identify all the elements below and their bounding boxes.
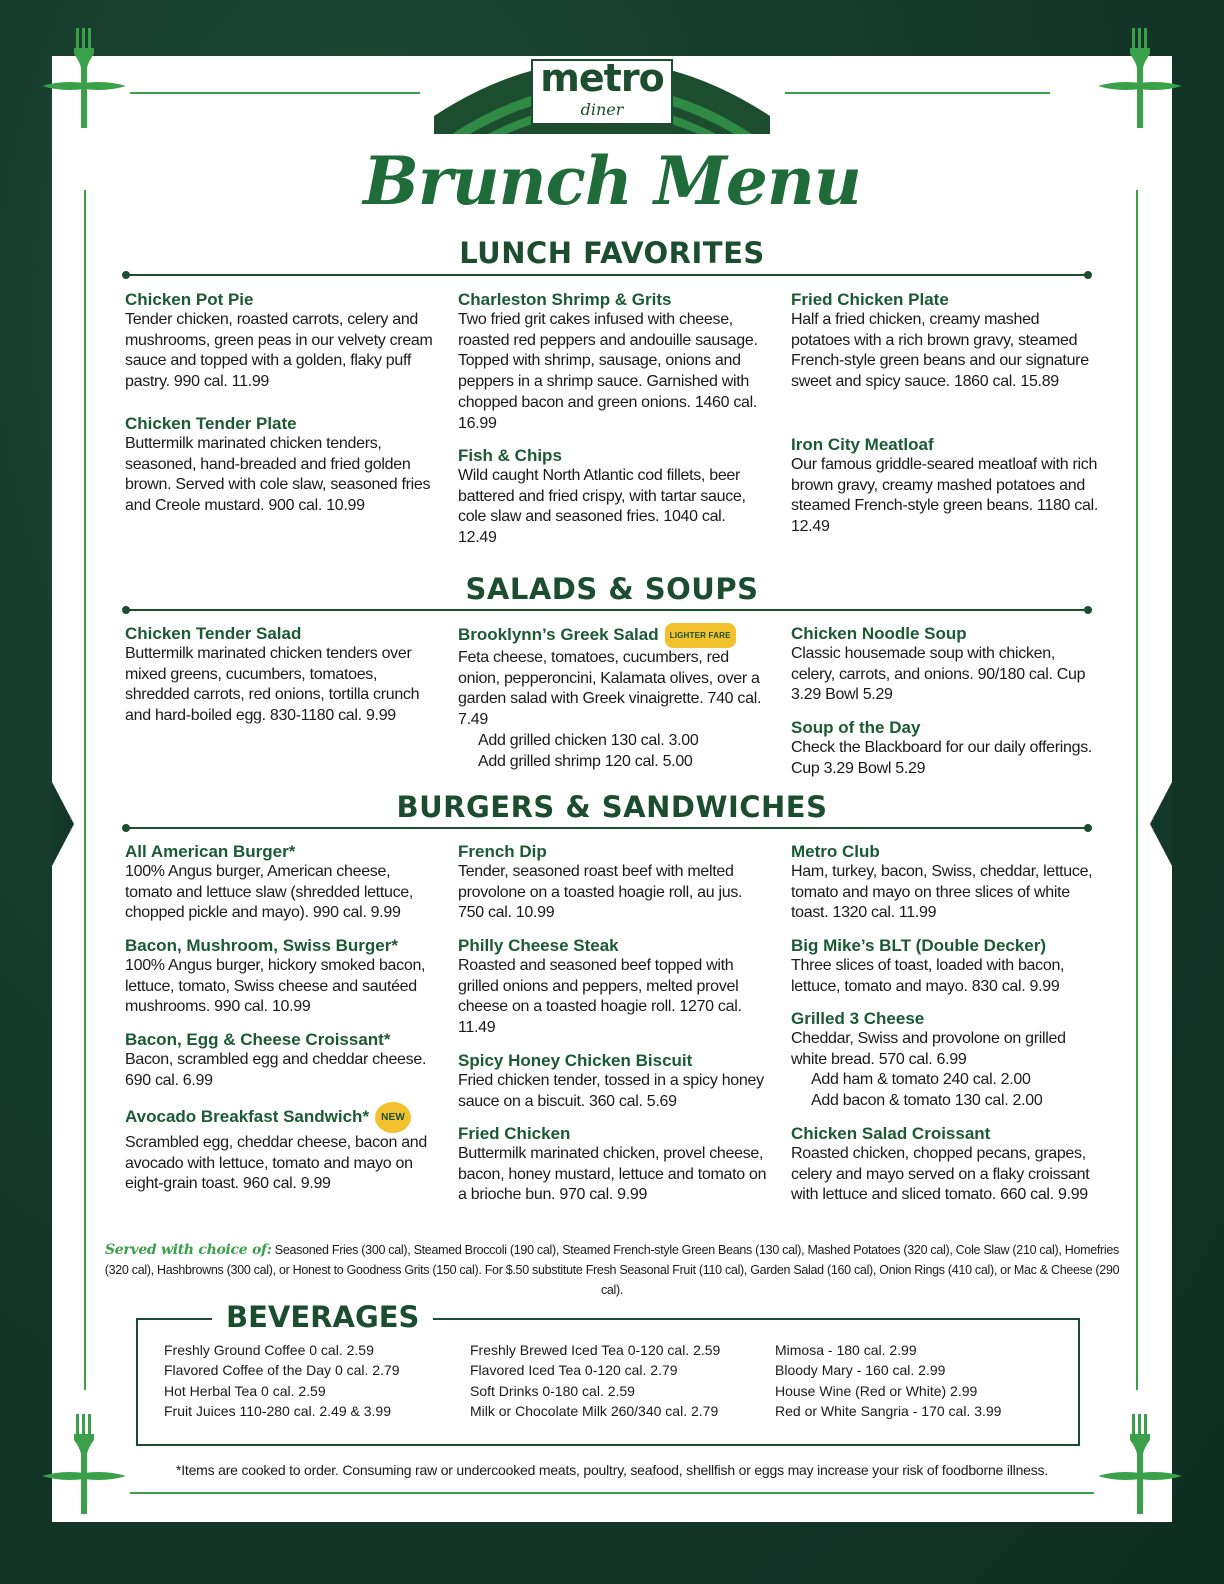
- menu-item: [458, 1123, 768, 1206]
- item-name: Chicken Noodle Soup: [791, 624, 967, 643]
- item-description: Fried chicken tender, tossed in a spicy honey sauce on a biscuit. 360 cal. 5.69: [458, 1072, 764, 1110]
- item-description: Check the Blackboard for our daily offerings. Cup 3.29 Bowl 5.29: [791, 739, 1093, 777]
- beverage-item: Milk or Chocolate Milk 260/340 cal. 2.79: [470, 1402, 719, 1419]
- menu-item: [791, 717, 1101, 779]
- metro-diner-logo: [432, 46, 772, 140]
- menu-item: [791, 841, 1101, 924]
- frame-top-line: [130, 92, 420, 94]
- item-description: Two fried grit cakes infused with cheese, roasted red peppers and andouille sausage. Topped with shrimp, sausage, onions and peppers in a shrimp sauce. Garnished with chopped bacon and green onions. 1460 cal. 16.99: [458, 311, 758, 432]
- item-addon: Add bacon & tomato 130 cal. 2.00: [811, 1092, 1043, 1110]
- item-description: Wild caught North Atlantic cod fillets, beer battered and fried crispy, with tartar sauce, cole slaw and seasoned fries. 1040 cal. 12.49: [458, 467, 746, 547]
- section-rule: [126, 609, 1088, 611]
- menu-item: [458, 289, 768, 434]
- item-name: Bacon, Egg & Cheese Croissant*: [125, 1030, 391, 1049]
- item-addon: Add grilled chicken 130 cal. 3.00: [478, 731, 699, 749]
- fork-knife-icon: [1096, 28, 1186, 138]
- item-name: Metro Club: [791, 842, 880, 861]
- item-name: Fish & Chips: [458, 446, 562, 465]
- item-description: Scrambled egg, cheddar cheese, bacon and avocado with lettuce, tomato and mayo on eight-grain toast. 960 cal. 9.99: [125, 1134, 427, 1193]
- item-name: Soup of the Day: [791, 718, 921, 737]
- item-description: Our famous griddle-seared meatloaf with rich brown gravy, creamy mashed potatoes and steamed French-style green beans. 1180 cal. 12.49: [791, 456, 1098, 536]
- logo-text-metro: metro: [540, 56, 664, 100]
- item-description: Tender chicken, roasted carrots, celery and mushrooms, green peas in our velvety cream sauce and topped with a golden, flaky puff pastry. 990 cal. 11.99: [125, 311, 433, 391]
- item-name: Iron City Meatloaf: [791, 435, 934, 454]
- frame-top-line-right: [785, 92, 1050, 94]
- item-description: Roasted and seasoned beef topped with grilled onions and peppers, melted provel cheese on a toasted hoagie roll. 1270 cal. 11.49: [458, 957, 742, 1037]
- item-description: Buttermilk marinated chicken tenders, seasoned, hand-breaded and fried golden brown. Served with cole slaw, seasoned fries and Creole mustard. 900 cal. 10.99: [125, 435, 431, 515]
- item-name-text: Brooklynn’s Greek Salad: [458, 624, 659, 644]
- beverage-item: Bloody Mary - 160 cal. 2.99: [775, 1362, 946, 1379]
- item-name: Chicken Salad Croissant: [791, 1124, 991, 1143]
- item-name: All American Burger*: [125, 842, 296, 861]
- item-description: Roasted chicken, chopped pecans, grapes, celery and mayo served on a flaky croissant with lettuce and sliced tomato. 660 cal. 9.99: [791, 1145, 1090, 1204]
- menu-item: [125, 1102, 435, 1195]
- menu-item: [125, 413, 435, 517]
- new-badge: NEW: [375, 1102, 411, 1133]
- section-rule: [126, 827, 1088, 829]
- item-name-text: Avocado Breakfast Sandwich*: [125, 1106, 370, 1126]
- item-description: Feta cheese, tomatoes, cucumbers, red onion, pepperoncini, Kalamata olives, over a garden salad with Greek vinaigrette. 740 cal. 7.49: [458, 649, 762, 729]
- item-name: French Dip: [458, 842, 547, 861]
- item-description: 100% Angus burger, hickory smoked bacon, lettuce, tomato, Swiss cheese and sautéed mushrooms. 990 cal. 10.99: [125, 957, 426, 1016]
- beverage-item: Flavored Coffee of the Day 0 cal. 2.79: [164, 1362, 400, 1379]
- menu-item: [791, 434, 1101, 538]
- menu-item: [125, 841, 435, 924]
- item-name: Fried Chicken: [458, 1124, 571, 1143]
- item-name: Chicken Pot Pie: [125, 290, 254, 309]
- beverage-item: Mimosa - 180 cal. 2.99: [775, 1342, 917, 1358]
- beverage-column: [775, 1340, 1075, 1421]
- item-name: [458, 623, 768, 648]
- item-description: Half a fried chicken, creamy mashed potatoes with a rich brown gravy, steamed French-style green beans and our signature sweet and spicy sauce. 1860 cal. 15.89: [791, 311, 1089, 391]
- item-description: Buttermilk marinated chicken tenders over mixed greens, cucumbers, tomatoes, shredded carrots, red onions, tortilla crunch and hard-boiled egg. 830-1180 cal. 9.99: [125, 645, 420, 725]
- menu-item: [458, 935, 768, 1039]
- menu-item: [125, 935, 435, 1018]
- menu-item: [791, 623, 1101, 706]
- fork-knife-icon: [40, 28, 130, 138]
- section-title-salads: SALADS & SOUPS: [465, 572, 759, 606]
- beverage-item: Fruit Juices 110-280 cal. 2.49 & 3.99: [164, 1402, 391, 1419]
- item-description: 100% Angus burger, American cheese, tomato and lettuce slaw (shredded lettuce, chopped pickle and mayo). 990 cal. 9.99: [125, 863, 414, 922]
- item-name: [125, 1102, 435, 1133]
- section-title-beverages: BEVERAGES: [212, 1300, 433, 1334]
- item-addon: Add ham & tomato 240 cal. 2.00: [811, 1071, 1031, 1089]
- item-description: Classic housemade soup with chicken, celery, carrots, and onions. 90/180 cal. Cup 3.29 Bowl 5.29: [791, 645, 1086, 704]
- frame-bottom-line: [130, 1492, 1094, 1494]
- item-description: Bacon, scrambled egg and cheddar cheese. 690 cal. 6.99: [125, 1051, 427, 1089]
- item-name: Charleston Shrimp & Grits: [458, 290, 672, 309]
- lighter-fare-badge: LIGHTER FARE: [665, 623, 736, 648]
- footnote: *Items are cooked to order. Consuming raw or undercooked meats, poultry, seafood, shellfish or eggs may increase your risk of foodborne illness.: [175, 1462, 1049, 1478]
- item-description: Tender, seasoned roast beef with melted provolone on a toasted hoagie roll, au jus. 750 cal. 10.99: [458, 863, 743, 922]
- item-name: Chicken Tender Plate: [125, 414, 297, 433]
- item-name: Fried Chicken Plate: [791, 290, 949, 309]
- menu-item: [458, 445, 768, 549]
- item-description: Ham, turkey, bacon, Swiss, cheddar, lettuce, tomato and mayo on three slices of white toast. 1320 cal. 11.99: [791, 863, 1093, 922]
- sides-list: Seasoned Fries (300 cal), Steamed Broccoli (190 cal), Steamed French-style Green Beans (130 cal), Mashed Potatoes (320 cal), Cole Slaw (210 cal), Homefries (320 cal), Hashbrowns (300 cal), or Honest to Goodness Grits (150 cal). For $.50 substitute Fresh Seasonal Fruit (110 cal), Garden Salad (160 cal), Onion Rings (410 cal), or Mac & Cheese (290 cal).: [104, 1243, 1120, 1297]
- item-description: Three slices of toast, loaded with bacon, lettuce, tomato and mayo. 830 cal. 9.99: [791, 957, 1065, 995]
- menu-item: [458, 1050, 768, 1112]
- item-name: Big Mike’s BLT (Double Decker): [791, 936, 1047, 955]
- page-title: Brunch Menu: [363, 142, 861, 220]
- item-name: Spicy Honey Chicken Biscuit: [458, 1051, 693, 1070]
- menu-item: [791, 1123, 1101, 1206]
- item-description: Cheddar, Swiss and provolone on grilled white bread. 570 cal. 6.99: [791, 1030, 1066, 1068]
- sides-lead: Served with choice of:: [105, 1242, 272, 1258]
- menu-item: [791, 935, 1101, 997]
- section-rule: [126, 274, 1088, 276]
- section-title-burgers: BURGERS & SANDWICHES: [396, 790, 828, 824]
- beverage-item: Freshly Brewed Iced Tea 0-120 cal. 2.59: [470, 1342, 721, 1358]
- beverage-column: [164, 1340, 464, 1421]
- section-title-lunch: LUNCH FAVORITES: [459, 236, 765, 270]
- menu-item: [125, 289, 435, 393]
- beverage-column: [470, 1340, 770, 1421]
- sides-note: [100, 1240, 1124, 1300]
- item-name: Grilled 3 Cheese: [791, 1009, 925, 1028]
- item-addon: Add grilled shrimp 120 cal. 5.00: [478, 752, 693, 770]
- beverage-item: House Wine (Red or White) 2.99: [775, 1382, 978, 1399]
- beverage-item: Hot Herbal Tea 0 cal. 2.59: [164, 1382, 326, 1399]
- item-name: Bacon, Mushroom, Swiss Burger*: [125, 936, 398, 955]
- menu-item: [458, 841, 768, 924]
- menu-item: [791, 1008, 1101, 1112]
- menu-item: [458, 623, 768, 772]
- item-description: Buttermilk marinated chicken, provel cheese, bacon, honey mustard, lettuce and tomato on a brioche bun. 970 cal. 9.99: [458, 1145, 767, 1204]
- item-name: Chicken Tender Salad: [125, 624, 302, 643]
- menu-item: [125, 1029, 435, 1091]
- item-name: Philly Cheese Steak: [458, 936, 619, 955]
- menu-item: [125, 623, 435, 727]
- beverage-item: Flavored Iced Tea 0-120 cal. 2.79: [470, 1362, 678, 1379]
- beverage-item: Soft Drinks 0-180 cal. 2.59: [470, 1382, 635, 1399]
- beverage-item: Red or White Sangria - 170 cal. 3.99: [775, 1402, 1002, 1419]
- logo-text-diner: diner: [580, 100, 624, 119]
- logo-registered-mark: ®: [762, 120, 769, 130]
- beverage-item: Freshly Ground Coffee 0 cal. 2.59: [164, 1342, 374, 1358]
- menu-item: [791, 289, 1101, 393]
